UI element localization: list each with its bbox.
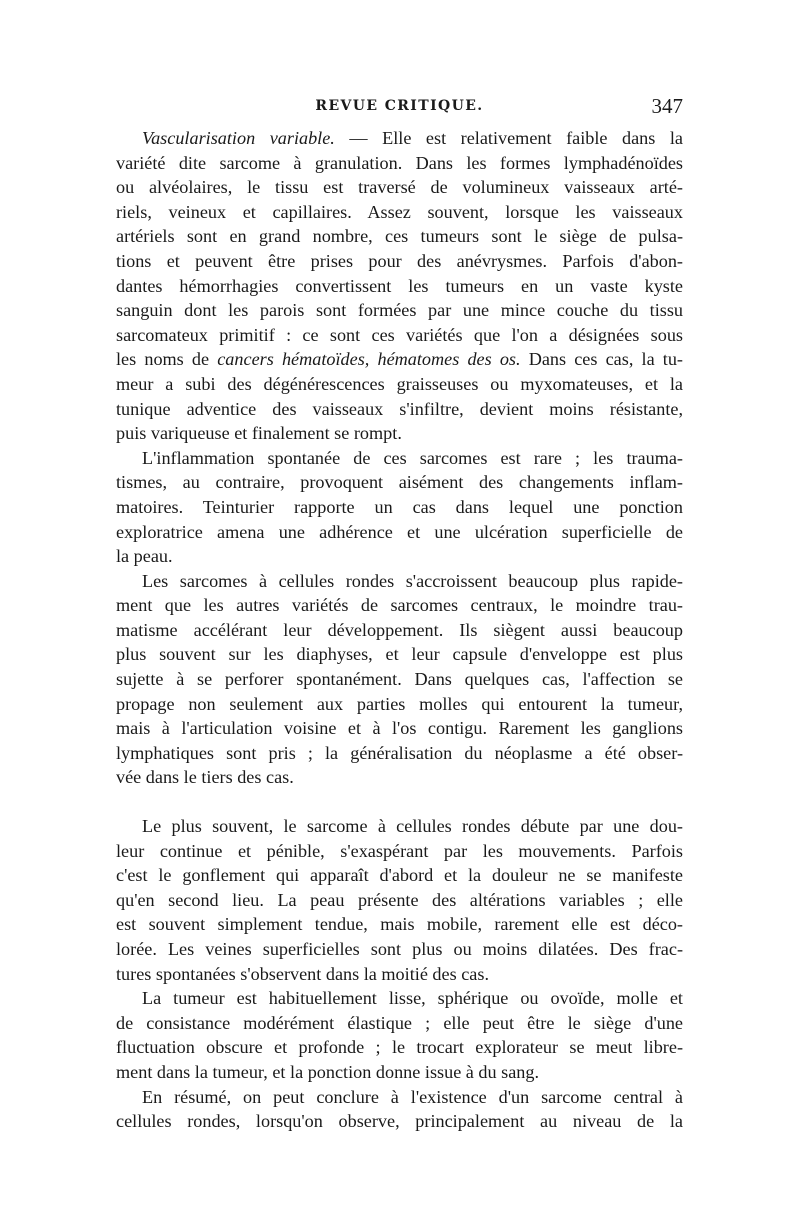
line-text: tions et peuvent être prises pour des anévrysmes. Parfois d'abon- bbox=[116, 250, 683, 271]
line-text: dantes hémorrhagies convertissent les tumeurs en un vaste kyste bbox=[116, 275, 683, 296]
text-line bbox=[116, 175, 683, 200]
text-line bbox=[116, 618, 683, 643]
line-text: tismes, au contraire, provoquent aisément des changements inflam- bbox=[116, 472, 683, 493]
line-text: de consistance modérément élastique ; elle peut être le siège d'une bbox=[116, 1012, 683, 1033]
line-text: Dans ces cas, la tu- bbox=[520, 349, 683, 370]
line-text: meur a subi des dégénérescences graisseuses ou myxomateuses, et la bbox=[116, 373, 683, 394]
text-line bbox=[116, 667, 683, 692]
line-text: qu'en second lieu. La peau présente des altérations variables ; elle bbox=[116, 889, 683, 910]
line-text: lymphatiques sont pris ; la généralisation du néoplasme a été obser- bbox=[116, 742, 683, 763]
line-text: la peau. bbox=[116, 546, 173, 567]
line-text: fluctuation obscure et profonde ; le trocart explorateur se meut libre- bbox=[116, 1037, 683, 1058]
text-line bbox=[116, 888, 683, 913]
line-text: lorée. Les veines superficielles sont plus ou moins dilatées. Des frac- bbox=[116, 939, 683, 959]
italic-term: cancers hématoïdes, hématomes des os. bbox=[217, 349, 521, 370]
text-line bbox=[116, 372, 683, 397]
text-line bbox=[116, 593, 683, 618]
text-line bbox=[116, 274, 683, 299]
text-line bbox=[116, 1060, 683, 1085]
paragraph bbox=[116, 569, 683, 790]
line-text: plus souvent sur les diaphyses, et leur capsule d'enveloppe est plus bbox=[116, 644, 683, 665]
text-line bbox=[116, 1109, 683, 1134]
text-line bbox=[116, 544, 683, 569]
text-line bbox=[116, 200, 683, 225]
text-line bbox=[116, 814, 683, 839]
text-line bbox=[116, 741, 683, 766]
line-text: — Elle est relativement faible dans la bbox=[334, 128, 683, 148]
line-text: L'inflammation spontanée de ces sarcomes est rare ; les trauma- bbox=[142, 447, 683, 468]
text-line bbox=[116, 716, 683, 741]
line-text: les noms de bbox=[116, 349, 218, 370]
text-line bbox=[116, 520, 683, 545]
line-text: variété dite sarcome à granulation. Dans les formes lymphadénoïdes bbox=[116, 152, 683, 173]
text-line bbox=[116, 151, 683, 176]
text-line bbox=[116, 1011, 683, 1036]
line-text: Les sarcomes à cellules rondes s'accroissent beaucoup plus rapide- bbox=[142, 570, 683, 591]
page-header bbox=[116, 94, 683, 122]
text-line bbox=[116, 495, 683, 520]
line-text: matisme accélérant leur développement. Ils siègent aussi beaucoup bbox=[116, 619, 683, 640]
text-line bbox=[116, 323, 683, 348]
line-text: est souvent simplement tendue, mais mobile, rarement elle est déco- bbox=[116, 914, 683, 935]
line-text: Le plus souvent, le sarcome à cellules rondes débute par une dou- bbox=[142, 816, 683, 837]
line-text: artériels sont en grand nombre, ces tumeurs sont le siège de pulsa- bbox=[116, 226, 683, 247]
text-line bbox=[116, 470, 683, 495]
running-head: REVUE CRITIQUE. bbox=[315, 98, 484, 114]
text-line bbox=[116, 421, 683, 446]
text-line bbox=[116, 962, 683, 987]
text-line bbox=[116, 569, 683, 594]
text-line bbox=[116, 937, 683, 962]
text-line bbox=[116, 1035, 683, 1060]
paragraph bbox=[116, 1085, 683, 1134]
italic-term: Vascularisation variable. bbox=[142, 128, 335, 148]
text-line bbox=[116, 1085, 683, 1110]
line-text: leur continue et pénible, s'exaspérant par les mouvements. Parfois bbox=[116, 840, 683, 861]
line-text: En résumé, on peut conclure à l'existence d'un sarcome central à bbox=[142, 1086, 683, 1107]
text-line bbox=[116, 863, 683, 888]
paragraph bbox=[116, 446, 683, 569]
text-line bbox=[116, 912, 683, 937]
text-line bbox=[116, 446, 683, 471]
paragraph bbox=[116, 126, 683, 446]
text-line bbox=[116, 126, 683, 151]
text-line bbox=[116, 224, 683, 249]
line-text: cellules rondes, lorsqu'on observe, principalement au niveau de la bbox=[116, 1111, 683, 1132]
body-text bbox=[116, 126, 683, 1134]
line-text: ment dans la tumeur, et la ponction donne issue à du sang. bbox=[116, 1061, 540, 1082]
paragraph bbox=[116, 986, 683, 1084]
line-text: riels, veineux et capillaires. Assez souvent, lorsque les vaisseaux bbox=[116, 201, 683, 222]
line-text: sarcomateux primitif : ce sont ces variétés que l'on a désignées sous bbox=[116, 324, 683, 345]
line-text: mais à l'articulation voisine et à l'os contigu. Rarement les ganglions bbox=[116, 718, 683, 739]
line-text: ou alvéolaires, le tissu est traversé de volumineux vaisseaux arté- bbox=[116, 177, 683, 198]
text-line bbox=[116, 692, 683, 717]
paragraph bbox=[116, 814, 683, 986]
line-text: vée dans le tiers des cas. bbox=[116, 767, 294, 788]
line-text: La tumeur est habituellement lisse, sphérique ou ovoïde, molle et bbox=[142, 988, 683, 1009]
text-line bbox=[116, 839, 683, 864]
page-number: 347 bbox=[651, 94, 683, 118]
line-text: sanguin dont les parois sont formées par une mince couche du tissu bbox=[116, 300, 683, 321]
line-text: sujette à se perforer spontanément. Dans quelques cas, l'affection se bbox=[116, 669, 683, 690]
text-line bbox=[116, 249, 683, 274]
text-line bbox=[116, 986, 683, 1011]
text-line bbox=[116, 765, 683, 790]
line-text: c'est le gonflement qui apparaît d'abord et la douleur ne se manifeste bbox=[116, 865, 683, 886]
line-text: tunique adventice des vaisseaux s'infiltre, devient moins résistante, bbox=[116, 398, 683, 419]
text-line bbox=[116, 397, 683, 422]
line-text: ment que les autres variétés de sarcomes centraux, le moindre trau- bbox=[116, 595, 683, 616]
line-text: exploratrice amena une adhérence et une ulcération superficielle de bbox=[116, 521, 683, 542]
line-text: tures spontanées s'observent dans la moitié des cas. bbox=[116, 963, 489, 984]
line-text: puis variqueuse et finalement se rompt. bbox=[116, 423, 402, 444]
text-line bbox=[116, 642, 683, 667]
line-text: propage non seulement aux parties molles qui entourent la tumeur, bbox=[116, 693, 683, 714]
text-line bbox=[116, 298, 683, 323]
text-line bbox=[116, 347, 683, 372]
line-text: matoires. Teinturier rapporte un cas dans lequel une ponction bbox=[116, 496, 683, 517]
